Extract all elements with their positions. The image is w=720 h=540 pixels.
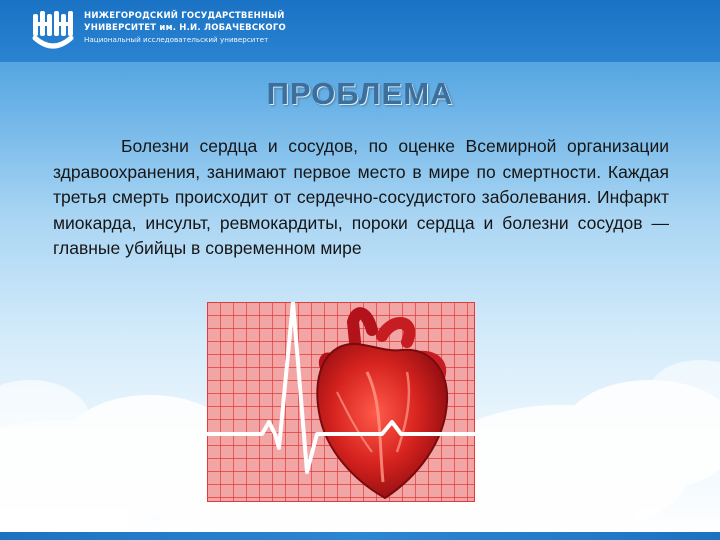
bottom-bar [0,532,720,540]
heart-ecg-icon [207,302,475,502]
university-line-2: УНИВЕРСИТЕТ им. Н.И. ЛОБАЧЕВСКОГО [84,23,286,33]
university-line-3: Национальный исследовательский университет [84,35,269,44]
university-name [84,10,286,46]
slide-title: ПРОБЛЕМА [266,76,454,111]
unn-logo-icon [30,8,76,54]
body-text: Болезни сердца и сосудов, по оценке Всемирной организации здравоохранения, занимают первое место в мире по смертности. Каждая третья смерть происходит от сердечно-сосудистого заболевания. Инфаркт миокарда, инсульт, ревмокардиты, пороки сердца и болезни сосудов — главные убийцы в современном мире [53,136,669,258]
header-bar [0,0,720,62]
university-line-1: НИЖЕГОРОДСКИЙ ГОСУДАРСТВЕННЫЙ [84,11,285,21]
